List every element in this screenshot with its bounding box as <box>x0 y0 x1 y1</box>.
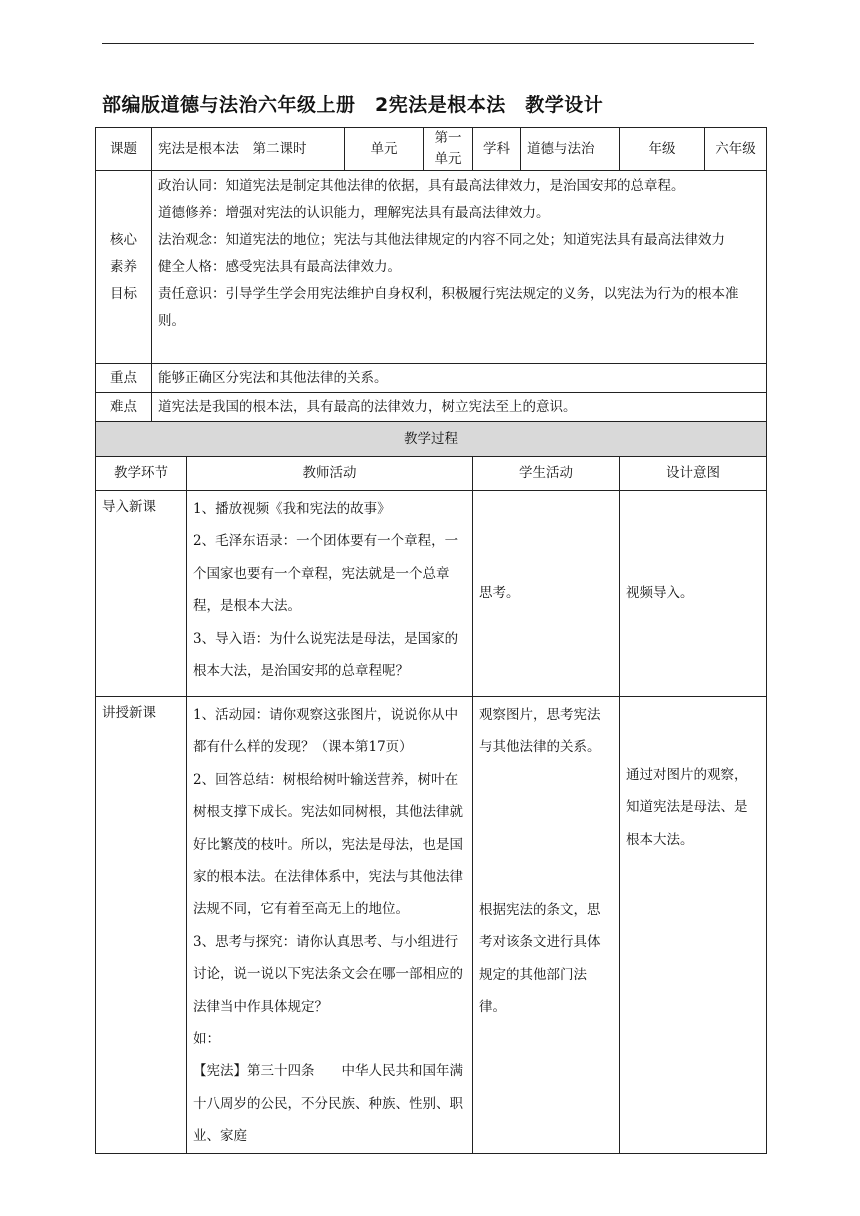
lecture-teacher <box>187 697 473 1154</box>
literacy-item: 健全人格：感受宪法具有最高法律效力。 <box>158 259 401 275</box>
literacy-content <box>152 171 767 364</box>
subject-label: 学科 <box>473 128 521 171</box>
teacher-step: 1、播放视频《我和宪法的故事》 <box>193 501 391 517</box>
unit-label: 单元 <box>345 128 424 171</box>
literacy-item: 责任意识：引导学生学会用宪法维护自身权利，积极履行宪法规定的义务，以宪法为行为的根本准则。 <box>158 286 739 329</box>
lesson-plan-table <box>95 127 767 1154</box>
literacy-item: 政治认同：知道宪法是制定其他法律的依据，具有最高法律效力，是治国安邦的总章程。 <box>158 178 685 194</box>
difficulty-row <box>96 393 767 422</box>
literacy-row <box>96 171 767 364</box>
teacher-step: 【宪法】第三十四条 中华人民共和国年满十八周岁的公民，不分民族、种族、性别、职业、家庭 <box>193 1063 463 1145</box>
header-rule <box>102 43 754 44</box>
difficulty-value: 道宪法是我国的根本法，具有最高的法律效力，树立宪法至上的意识。 <box>152 393 767 422</box>
grade-value: 六年级 <box>705 128 767 171</box>
column-header: 学生活动 <box>473 457 620 491</box>
student-activity: 观察图片，思考宪法与其他法律的关系。 <box>479 707 601 756</box>
topic-label: 课题 <box>96 128 152 171</box>
subject-value: 道德与法治 <box>521 128 620 171</box>
teacher-step: 3、导入语：为什么说宪法是母法，是国家的根本大法，是治国安邦的总章程呢？ <box>193 630 459 680</box>
column-header-row <box>96 457 767 491</box>
literacy-label-line: 核心 <box>110 231 137 248</box>
teacher-step: 如： <box>193 1031 220 1048</box>
intro-row <box>96 491 767 697</box>
teacher-step: 2、回答总结：树根给树叶输送营养，树叶在树根支撑下成长。宪法如同树根，其他法律就好比繁茂的枝叶。所以，宪法是母法，也是国家的根本法。在法律体系中，宪法与其他法律法规不同，它有着至高无上的地位。 <box>193 771 463 918</box>
key-point-label: 重点 <box>96 364 152 393</box>
literacy-label-line: 目标 <box>110 285 137 302</box>
lecture-student <box>473 697 620 1154</box>
info-row <box>96 128 767 171</box>
key-point-row <box>96 364 767 393</box>
literacy-item: 道德修养：增强对宪法的认识能力，理解宪法具有最高法律效力。 <box>158 205 550 221</box>
lecture-row <box>96 697 767 1154</box>
intro-stage: 导入新课 <box>96 491 187 697</box>
unit-value: 第一单元 <box>424 128 473 171</box>
column-header: 设计意图 <box>620 457 767 491</box>
topic-value: 宪法是根本法 第二课时 <box>152 128 345 171</box>
literacy-label <box>96 171 152 364</box>
process-header: 教学过程 <box>96 422 767 457</box>
lecture-intent <box>620 697 767 1154</box>
intro-student: 思考。 <box>473 491 620 697</box>
key-point-value: 能够正确区分宪法和其他法律的关系。 <box>152 364 767 393</box>
teacher-step: 3、思考与探究：请你认真思考、与小组进行讨论，说一说以下宪法条文会在哪一部相应的法律当中作具体规定？ <box>193 933 463 1015</box>
student-activity-spacer <box>479 764 613 894</box>
column-header: 教学环节 <box>96 457 187 491</box>
design-intent: 通过对图片的观察，知道宪法是母法、是根本大法。 <box>626 767 748 848</box>
intro-teacher <box>187 491 473 697</box>
process-header-row <box>96 422 767 457</box>
document-title: 部编版道德与法治六年级上册 2宪法是根本法 教学设计 <box>102 94 604 116</box>
column-header: 教师活动 <box>187 457 473 491</box>
teacher-step: 1、活动园：请你观察这张图片，说说你从中都有什么样的发现？（课本第17页） <box>193 707 459 756</box>
literacy-item: 法治观念：知道宪法的地位；宪法与其他法律规定的内容不同之处；知道宪法具有最高法律效力 <box>158 232 725 248</box>
literacy-label-line: 素养 <box>110 258 137 275</box>
teacher-step: 2、毛泽东语录：一个团体要有一个章程，一个国家也要有一个章程，宪法就是一个总章程，是根本大法。 <box>193 533 459 615</box>
student-activity: 根据宪法的条文，思考对该条文进行具体规定的其他部门法律。 <box>479 901 601 1016</box>
intro-intent: 视频导入。 <box>620 491 767 697</box>
difficulty-label: 难点 <box>96 393 152 422</box>
lecture-stage: 讲授新课 <box>96 697 187 1154</box>
grade-label: 年级 <box>620 128 705 171</box>
